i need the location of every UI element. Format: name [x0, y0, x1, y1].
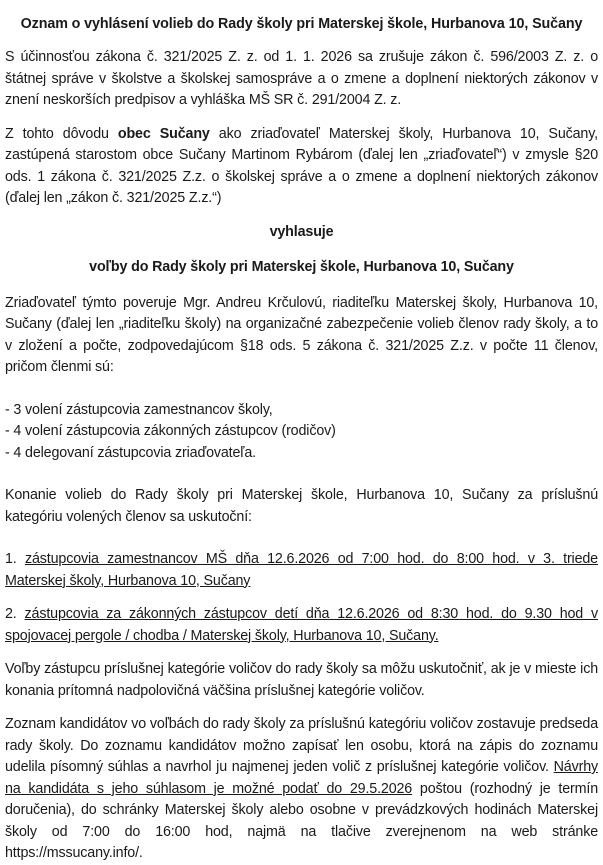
election-number: 1.: [5, 551, 25, 567]
election-number: 2.: [5, 606, 25, 622]
members-list: [5, 400, 598, 465]
founder-paragraph: [5, 124, 598, 210]
founder-name: obec Sučany: [117, 125, 210, 142]
election-text: zástupcovia za zákonných zástupcov detí dňa 12.6.2026 od 8:30 hod. do 9.30 hod v spojovacej pergole / chodba / Materskej školy, Hurbanova 10, Sučany.: [5, 606, 599, 644]
intro-paragraph: S účinnosťou zákona č. 321/2025 Z. z. od 1. 1. 2026 sa zrušuje zákon č. 596/2003 Z. z. o štátnej správe v školstve a školskej samospráve a o zmene a doplnení niektorých zákonov v znení neskorších predpisov a vyhláška MŠ SR č. 291/2004 Z. z.: [5, 49, 598, 108]
candidates-paragraph: [5, 714, 598, 865]
founder-suffix: ako zriaďovateľ Materskej školy, Hurbanova 10, Sučany, zastúpená starostom obce Sučany Martinom Rybárom (ďalej len „zriaďovateľ“) v zmysle §20 ods. 1 zákona č. 321/2025 Z.z. o školskej správe a o zmene a doplnení niektorých zákonov (ďalej len „zákon č. 321/2025 Z.z.“): [5, 125, 598, 206]
candidates-prefix: Zoznam kandidátov vo voľbách do rady školy za príslušnú kategóriu voličov zostavuje predseda rady školy. Do zoznamu kandidátov možno zapísať len osobu, ktorá na zápis do zoznamu udelila písomný súhlas a navrhol ju najmenej jeden volič z príslušnej kategórie voličov.: [5, 716, 598, 775]
document-title: Oznam o vyhlásení volieb do Rady školy pri Materskej škole, Hurbanova 10, Sučany: [20, 16, 583, 32]
candidates-deadline: Návrhy na kandidáta s jeho súhlasom je možné podať do 29.5.2026: [5, 759, 598, 797]
election-item-employees: [5, 549, 598, 592]
mandate-paragraph: Zriaďovateľ týmto poveruje Mgr. Andreu Krčulovú, riaditeľku Materskej školy, Hurbanova 10, Sučany (ďalej len „riaditeľku školy) na organizačné zabezpečenie volieb členov rady školy, a to v zložení a počte, zodpovedajúcom §18 ods. 5 zákona č. 321/2025 Z.z. v počte 11 členov, pričom členmi sú:: [5, 294, 598, 375]
quorum-paragraph: Voľby zástupcu príslušnej kategórie voličov do rady školy sa môžu uskutočniť, ak je v mieste ich konania prítomná nadpolovičná väčšina príslušnej kategórie voličov.: [5, 661, 598, 699]
declares-heading: vyhlasuje: [269, 223, 334, 240]
candidates-suffix: poštou (rozhodný je termín doručenia), do schránky Materskej školy alebo osobne v prevádzkových hodinách Materskej školy od 7:00 do 16:00 hod, najmä na tlačive zverejnenom na web stránke https://mssucany.info/.: [5, 780, 598, 861]
election-intro-paragraph: Konanie volieb do Rady školy pri Materskej škole, Hurbanova 10, Sučany za príslušnú kategóriu volených členov sa uskutoční:: [5, 487, 598, 525]
election-subtitle: voľby do Rady školy pri Materskej škole, Hurbanova 10, Sučany: [89, 259, 514, 275]
members-list-item: - 4 delegovaní zástupcovia zriaďovateľa.: [5, 444, 256, 461]
members-list-item: - 4 volení zástupcovia zákonných zástupcov (rodičov): [5, 423, 336, 439]
founder-prefix: Z tohto dôvodu: [5, 125, 118, 142]
members-list-item: - 3 volení zástupcovia zamestnancov školy,: [5, 401, 273, 418]
election-item-parents: [5, 604, 598, 647]
election-text: zástupcovia zamestnancov MŠ dňa 12.6.2026 od 7:00 hod. do 8:00 hod. v 3. triede Materskej školy, Hurbanova 10, Sučany: [5, 551, 598, 589]
